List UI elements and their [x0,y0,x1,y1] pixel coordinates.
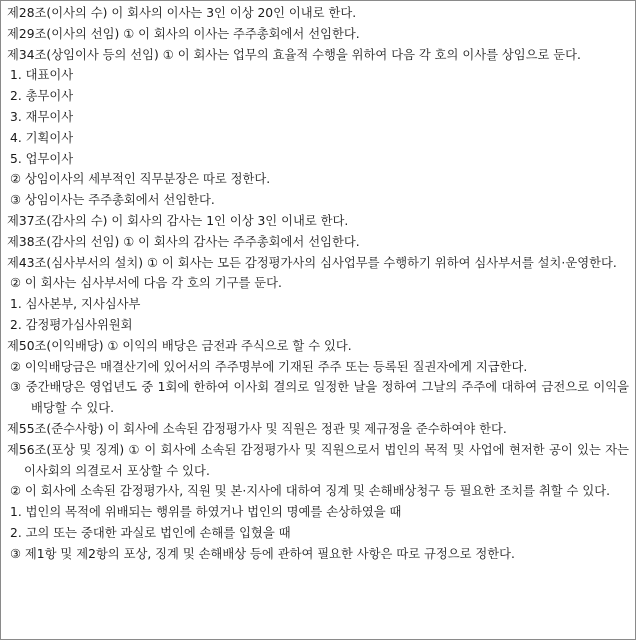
article-50-paragraph-3: ③ 중간배당은 영업년도 중 1회에 한하여 이사회 결의로 일정한 날을 정하여 그날의 주주에 대하여 금전으로 이익을 배당할 수 있다. [10,380,629,416]
article-56-paragraph-2: ② 이 회사에 소속된 감정평가사, 직원 및 본·지사에 대하여 징계 및 손해배상청구 등 필요한 조치를 취할 수 있다. [10,484,610,499]
article-34-paragraph-2: ② 상임이사의 세부적인 직무분장은 따로 정한다. [10,172,271,187]
article-43: 제43조(심사부서의 설치) ① 이 회사는 모든 감정평가사의 심사업무를 수행하기 위하여 심사부서를 설치·운영한다. [7,255,617,270]
article-34-item-2: 2. 총무이사 [10,89,74,104]
article-56-paragraph-3: ③ 제1항 및 제2항의 포상, 징계 및 손해배상 등에 관하여 필요한 사항은 따로 규정으로 정한다. [10,546,515,561]
article-50: 제50조(이익배당) ① 이익의 배당은 금전과 주식으로 할 수 있다. [7,338,352,353]
article-34-item-1: 1. 대표이사 [10,68,74,83]
article-43-item-2: 2. 감정평가심사위원회 [10,317,133,332]
article-28: 제28조(이사의 수) 이 회사의 이사는 3인 이상 20인 이내로 한다. [7,6,357,20]
article-37: 제37조(감사의 수) 이 회사의 감사는 1인 이상 3인 이내로 한다. [7,213,349,228]
article-34-paragraph-3: ③ 상임이사는 주주총회에서 선임한다. [10,193,215,208]
article-34: 제34조(상임이사 등의 선임) ① 이 회사는 업무의 효율적 수행을 위하여 다음 각 호의 이사를 상임으로 둔다. [7,47,581,62]
article-55: 제55조(준수사항) 이 회사에 소속된 감정평가사 및 직원은 정관 및 제규정을 준수하여야 한다. [7,421,507,436]
article-50-paragraph-2: ② 이익배당금은 매결산기에 있어서의 주주명부에 기재된 주주 또는 등록된 질권자에게 지급한다. [10,359,528,374]
article-34-item-3: 3. 재무이사 [10,109,74,124]
article-43-paragraph-2: ② 이 회사는 심사부서에 다음 각 호의 기구를 둔다. [10,276,282,291]
article-56: 제56조(포상 및 징계) ① 이 회사에 소속된 감정평가사 및 직원으로서 법인의 목적 및 사업에 현저한 공이 있는 자는 이사회의 의결로서 포상할 수 있다. [7,442,629,478]
article-56-item-2: 2. 고의 또는 중대한 과실로 법인에 손해를 입혔을 때 [10,525,291,540]
article-43-item-1: 1. 심사본부, 지사심사부 [10,297,141,312]
article-34-item-5: 5. 업무이사 [10,151,74,166]
article-29: 제29조(이사의 선임) ① 이 회사의 이사는 주주총회에서 선임한다. [7,26,360,41]
article-34-item-4: 4. 기획이사 [10,130,74,145]
article-38: 제38조(감사의 선임) ① 이 회사의 감사는 주주총회에서 선임한다. [7,234,360,249]
article-56-item-1: 1. 법인의 목적에 위배되는 행위를 하였거나 법인의 명예를 손상하였을 때 [10,505,402,520]
